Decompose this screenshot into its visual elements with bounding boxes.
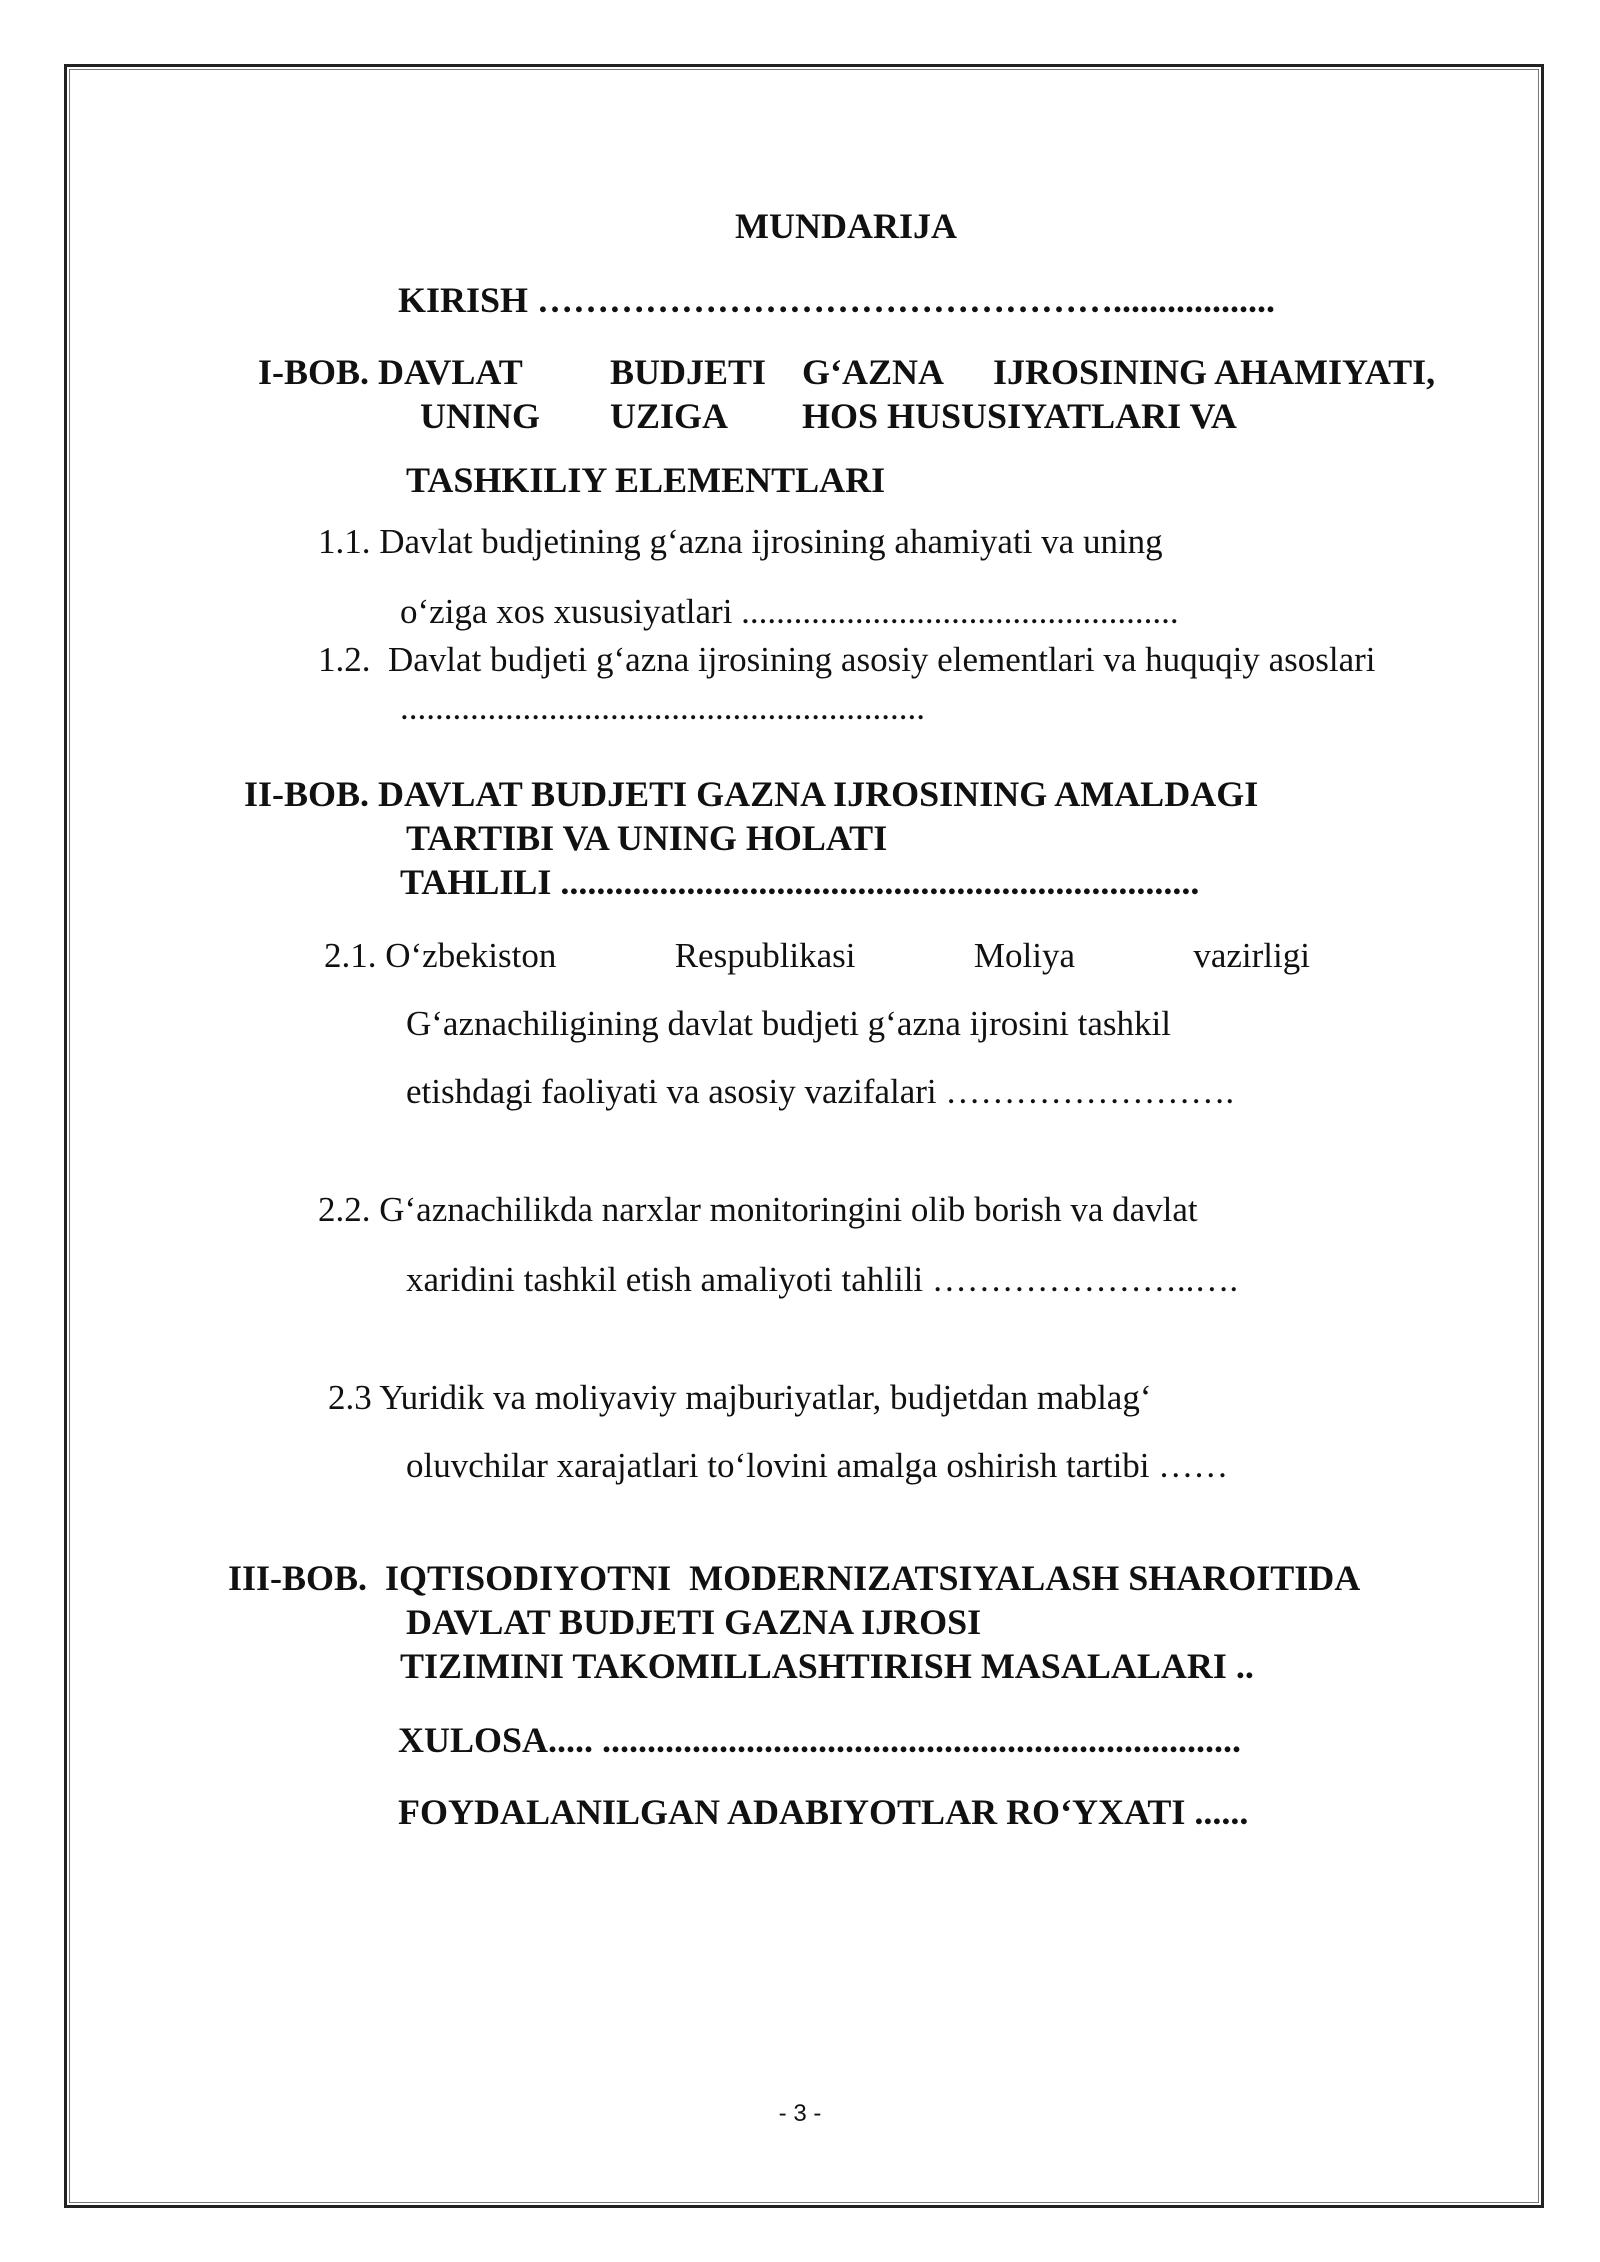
toc-entry-1-1-cont: o‘ziga xos xususiyatlari ..................................................: [400, 592, 1179, 631]
chapter-1-heading-part: IJROSINING AHAMIYATI,: [993, 352, 1436, 392]
chapter-1-heading-part: HOS HUSUSIYATLARI VA: [802, 396, 1237, 436]
toc-entry-2-1-word: Respublikasi: [674, 936, 856, 975]
chapter-1-heading-part: I-BOB. DAVLAT: [258, 352, 523, 392]
toc-entry-1-2: 1.2. Davlat budjeti g‘azna ijrosining asosiy elementlari va huquqiy asoslari: [318, 640, 1376, 679]
chapter-1-heading-part: TASHKILIY ELEMENTLARI: [406, 460, 886, 500]
toc-entry-1-2-cont: ............................................................: [400, 688, 925, 727]
page-number: - 3 -: [778, 2100, 822, 2127]
toc-entry-2-3-cont: oluvchilar xarajatlari to‘lovini amalga oshirish tartibi ……: [406, 1446, 1229, 1485]
chapter-2-heading-cont: TAHLILI .......................................................................: [400, 862, 1200, 902]
toc-entry-bibliography: FOYDALANILGAN ADABIYOTLAR RO‘YXATI ......: [398, 1792, 1249, 1832]
toc-entry-2-1-word: 2.1. O‘zbekiston: [324, 936, 557, 975]
chapter-1-heading-part: UZIGA: [610, 396, 729, 436]
chapter-1-heading-part: BUDJETI: [610, 352, 767, 392]
toc-entry-2-1-cont: G‘aznachiligining davlat budjeti g‘azna ijrosini tashkil: [406, 1004, 1171, 1043]
chapter-3-heading-cont: DAVLAT BUDJETI GAZNA IJROSI: [406, 1602, 982, 1642]
toc-entry-1-1: 1.1. Davlat budjetining g‘azna ijrosining ahamiyati va uning: [318, 522, 1163, 561]
toc-entry-2-3: 2.3 Yuridik va moliyaviy majburiyatlar, budjetdan mablag‘: [328, 1378, 1152, 1417]
toc-title: MUNDARIJA: [735, 206, 957, 246]
toc-entry-2-2-cont: xaridini tashkil etish amaliyoti tahlili …………………..….: [406, 1260, 1239, 1299]
toc-entry-2-1: [324, 938, 1310, 973]
chapter-3-heading: III-BOB. IQTISODIYOTNI MODERNIZATSIYALASH SHAROITIDA: [228, 1558, 1361, 1598]
chapter-2-heading: II-BOB. DAVLAT BUDJETI GAZNA IJROSINING AMALDAGI: [244, 774, 1259, 814]
toc-entry-2-2: 2.2. G‘aznachilikda narxlar monitoringini olib borish va davlat: [318, 1190, 1198, 1229]
chapter-2-heading-cont: TARTIBI VA UNING HOLATI: [406, 818, 888, 858]
chapter-1-heading-part: G‘AZNA: [802, 352, 944, 392]
toc-entry-kirish: KIRISH …………………………………………..................: [398, 280, 1276, 320]
toc-entry-2-1-word: vazirligi: [1193, 936, 1310, 975]
toc-entry-xulosa: XULOSA..... .......................................................................: [398, 1720, 1242, 1760]
chapter-3-heading-cont: TIZIMINI TAKOMILLASHTIRISH MASALALARI ..: [400, 1646, 1254, 1686]
chapter-1-heading-part: UNING: [420, 396, 541, 436]
toc-entry-2-1-word: Moliya: [973, 936, 1075, 975]
toc-entry-2-1-cont: etishdagi faoliyati va asosiy vazifalari …………………….: [406, 1072, 1235, 1111]
